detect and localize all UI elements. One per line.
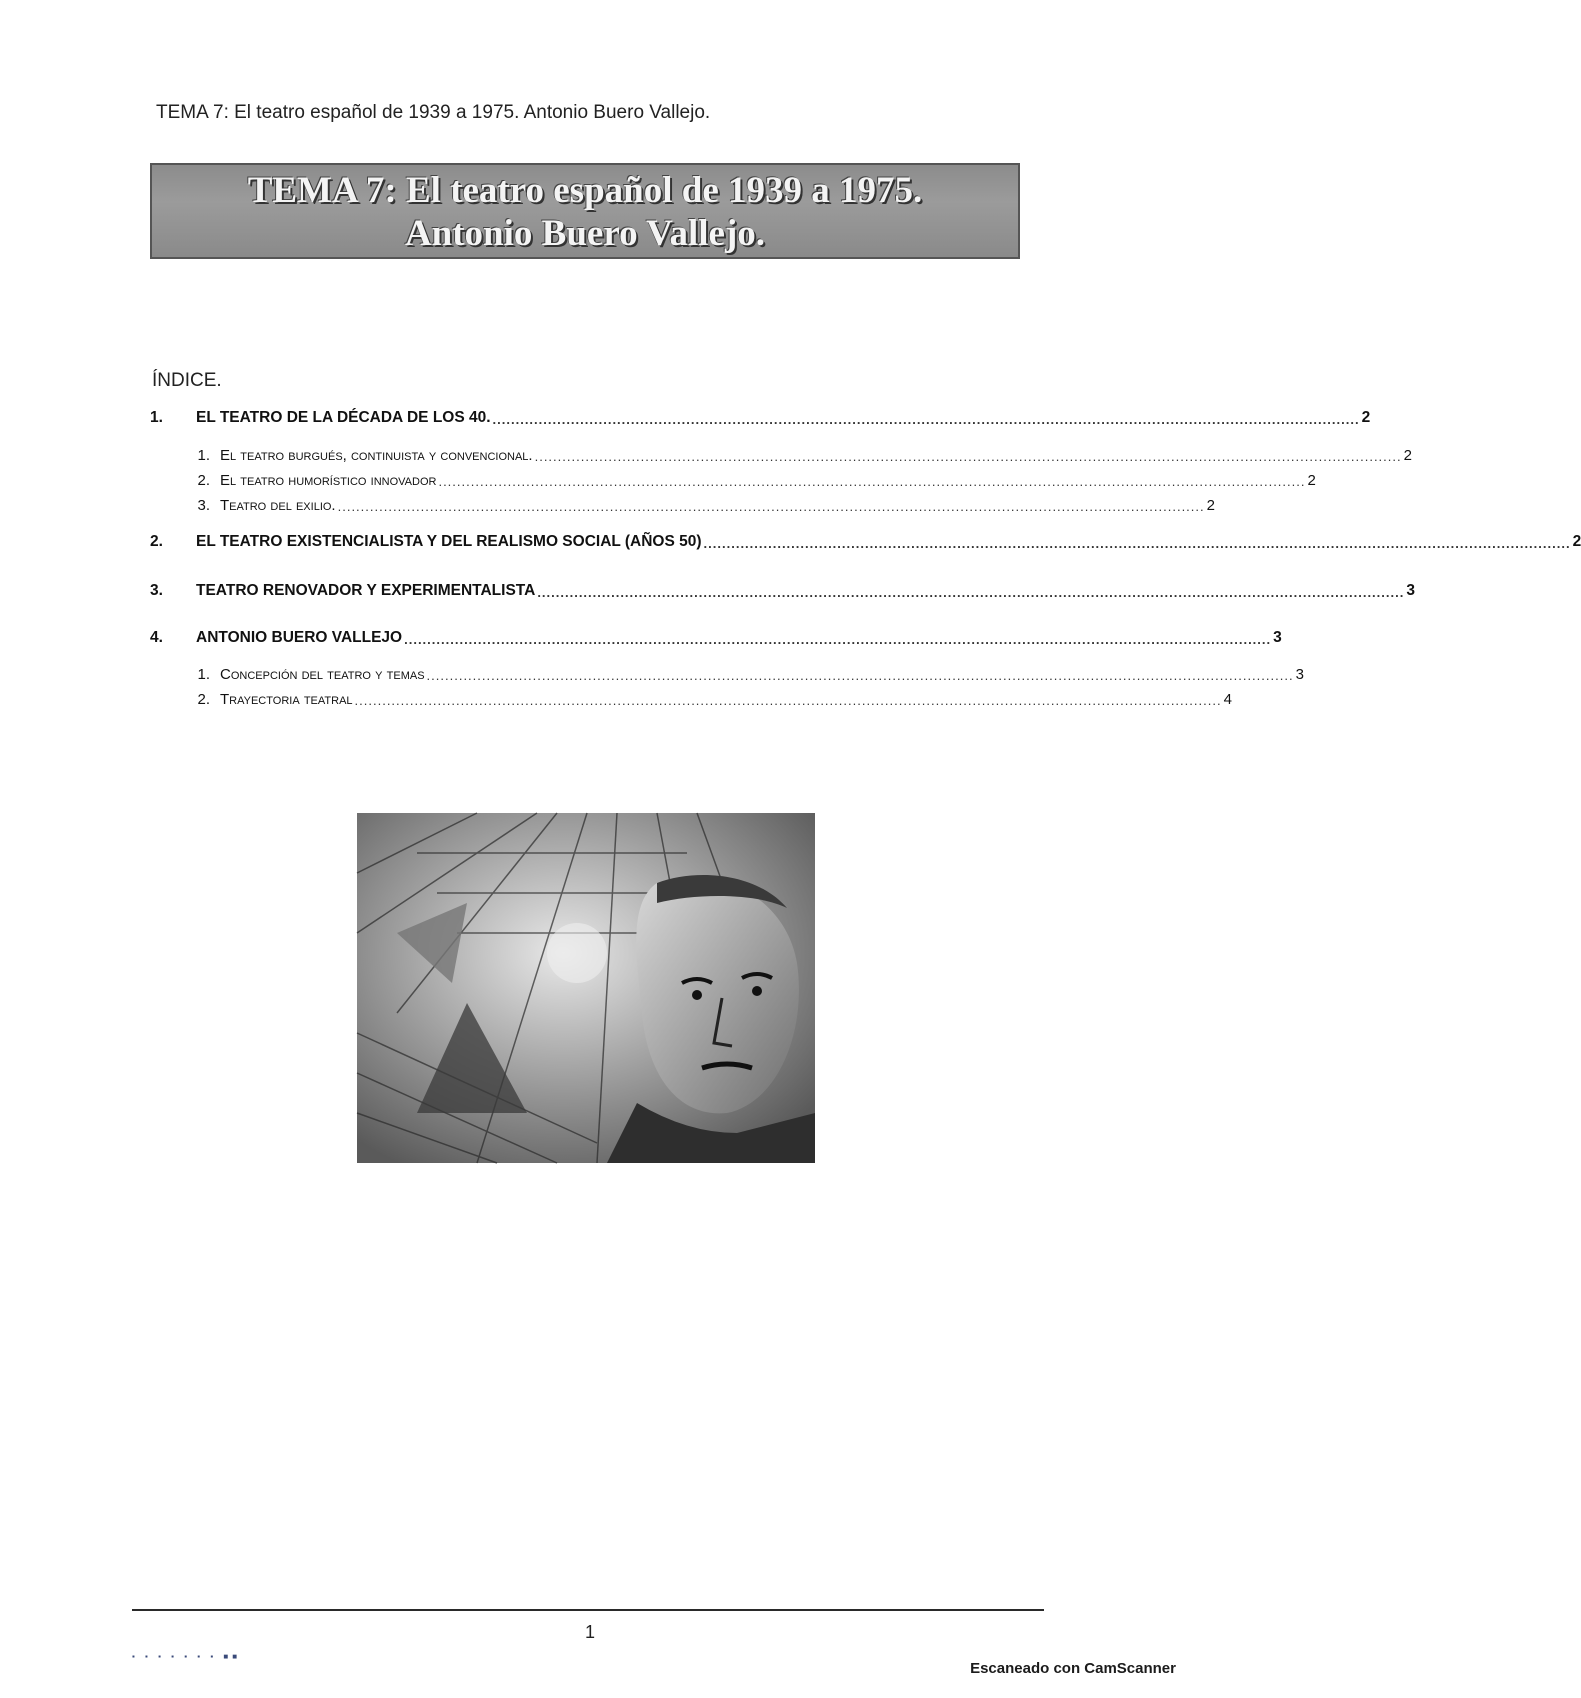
- toc-entry[interactable]: [150, 623, 1282, 647]
- page-header: TEMA 7: El teatro español de 1939 a 1975. Antonio Buero Vallejo.: [156, 102, 711, 123]
- toc-entry-page: 2: [1361, 409, 1371, 426]
- toc-subentry[interactable]: [150, 659, 1304, 683]
- title-line-2: Antonio Buero Vallejo.: [404, 213, 766, 254]
- toc-entry-page: 3: [1406, 582, 1415, 599]
- toc-entry-label: EL TEATRO DE LA DÉCADA DE LOS 40.: [196, 409, 491, 426]
- toc-leader-dots: ............................................................................................................................................................................................: [404, 632, 1272, 647]
- toc-entry-number: 2.: [197, 472, 210, 489]
- toc-leader-dots: ............................................................................................................................................................................................: [337, 499, 1205, 514]
- toc-entry-page: 3: [1273, 629, 1282, 646]
- toc-entry-number: 2.: [197, 691, 210, 708]
- toc-heading: ÍNDICE.: [152, 370, 222, 391]
- toc-entry-page: 4: [1223, 691, 1232, 708]
- toc-entry[interactable]: [150, 403, 1371, 427]
- toc-leader-dots: ............................................................................................................................................................................................: [537, 585, 1405, 600]
- toc-leader-dots: ............................................................................................................................................................................................: [534, 449, 1402, 464]
- toc-subentry[interactable]: [150, 490, 1215, 514]
- toc-leader-dots: ............................................................................................................................................................................................: [703, 536, 1571, 551]
- scan-marks: ▪ ▪ ▪ ▪ ▪ ▪ ▪ ■■: [132, 1652, 242, 1661]
- toc-entry-label: Concepción del teatro y temas: [220, 666, 425, 683]
- portrait-image: [357, 813, 815, 1163]
- toc-entry-label: El teatro humorístico innovador: [220, 472, 437, 489]
- toc-subentry[interactable]: [150, 465, 1316, 489]
- toc-leader-dots: ............................................................................................................................................................................................: [438, 474, 1306, 489]
- footer-rule: [132, 1609, 1044, 1611]
- toc-entry-label: ANTONIO BUERO VALLEJO: [196, 629, 403, 646]
- toc-entry[interactable]: [150, 576, 1415, 600]
- toc-leader-dots: ............................................................................................................................................................................................: [492, 412, 1360, 427]
- toc-leader-dots: ............................................................................................................................................................................................: [354, 693, 1222, 708]
- toc-entry-number: 2.: [150, 533, 163, 550]
- toc-entry-page: 3: [1295, 666, 1304, 683]
- title-line-1: TEMA 7: El teatro español de 1939 a 1975.: [247, 170, 923, 211]
- toc-entry-label: Trayectoria teatral: [220, 691, 353, 708]
- toc-entry-page: 2: [1403, 447, 1412, 464]
- page-number: 1: [584, 1622, 595, 1642]
- toc-entry-label: EL TEATRO EXISTENCIALISTA Y DEL REALISMO SOCIAL (AÑOS 50): [196, 533, 702, 550]
- toc-entry-number: 1.: [150, 409, 163, 426]
- toc-subentry[interactable]: [150, 684, 1232, 708]
- toc-entry-number: 4.: [150, 629, 163, 646]
- toc-leader-dots: ............................................................................................................................................................................................: [426, 668, 1294, 683]
- toc-entry-number: 1.: [197, 447, 210, 464]
- toc-subentry[interactable]: [150, 440, 1412, 464]
- title-banner: [150, 163, 1020, 259]
- toc-entry[interactable]: [150, 527, 1581, 551]
- scanner-watermark: Escaneado con CamScanner: [970, 1660, 1176, 1677]
- toc-entry-number: 3.: [150, 582, 163, 599]
- toc-entry-label: Teatro del exilio.: [220, 497, 336, 514]
- toc-entry-number: 1.: [197, 666, 210, 683]
- toc-entry-label: El teatro burgués, continuista y convencional.: [220, 447, 533, 464]
- toc-entry-number: 3.: [197, 497, 210, 514]
- toc-entry-label: TEATRO RENOVADOR Y EXPERIMENTALISTA: [196, 582, 536, 599]
- toc-entry-page: 2: [1307, 472, 1316, 489]
- toc-entry-page: 2: [1206, 497, 1215, 514]
- toc-entry-page: 2: [1572, 533, 1581, 550]
